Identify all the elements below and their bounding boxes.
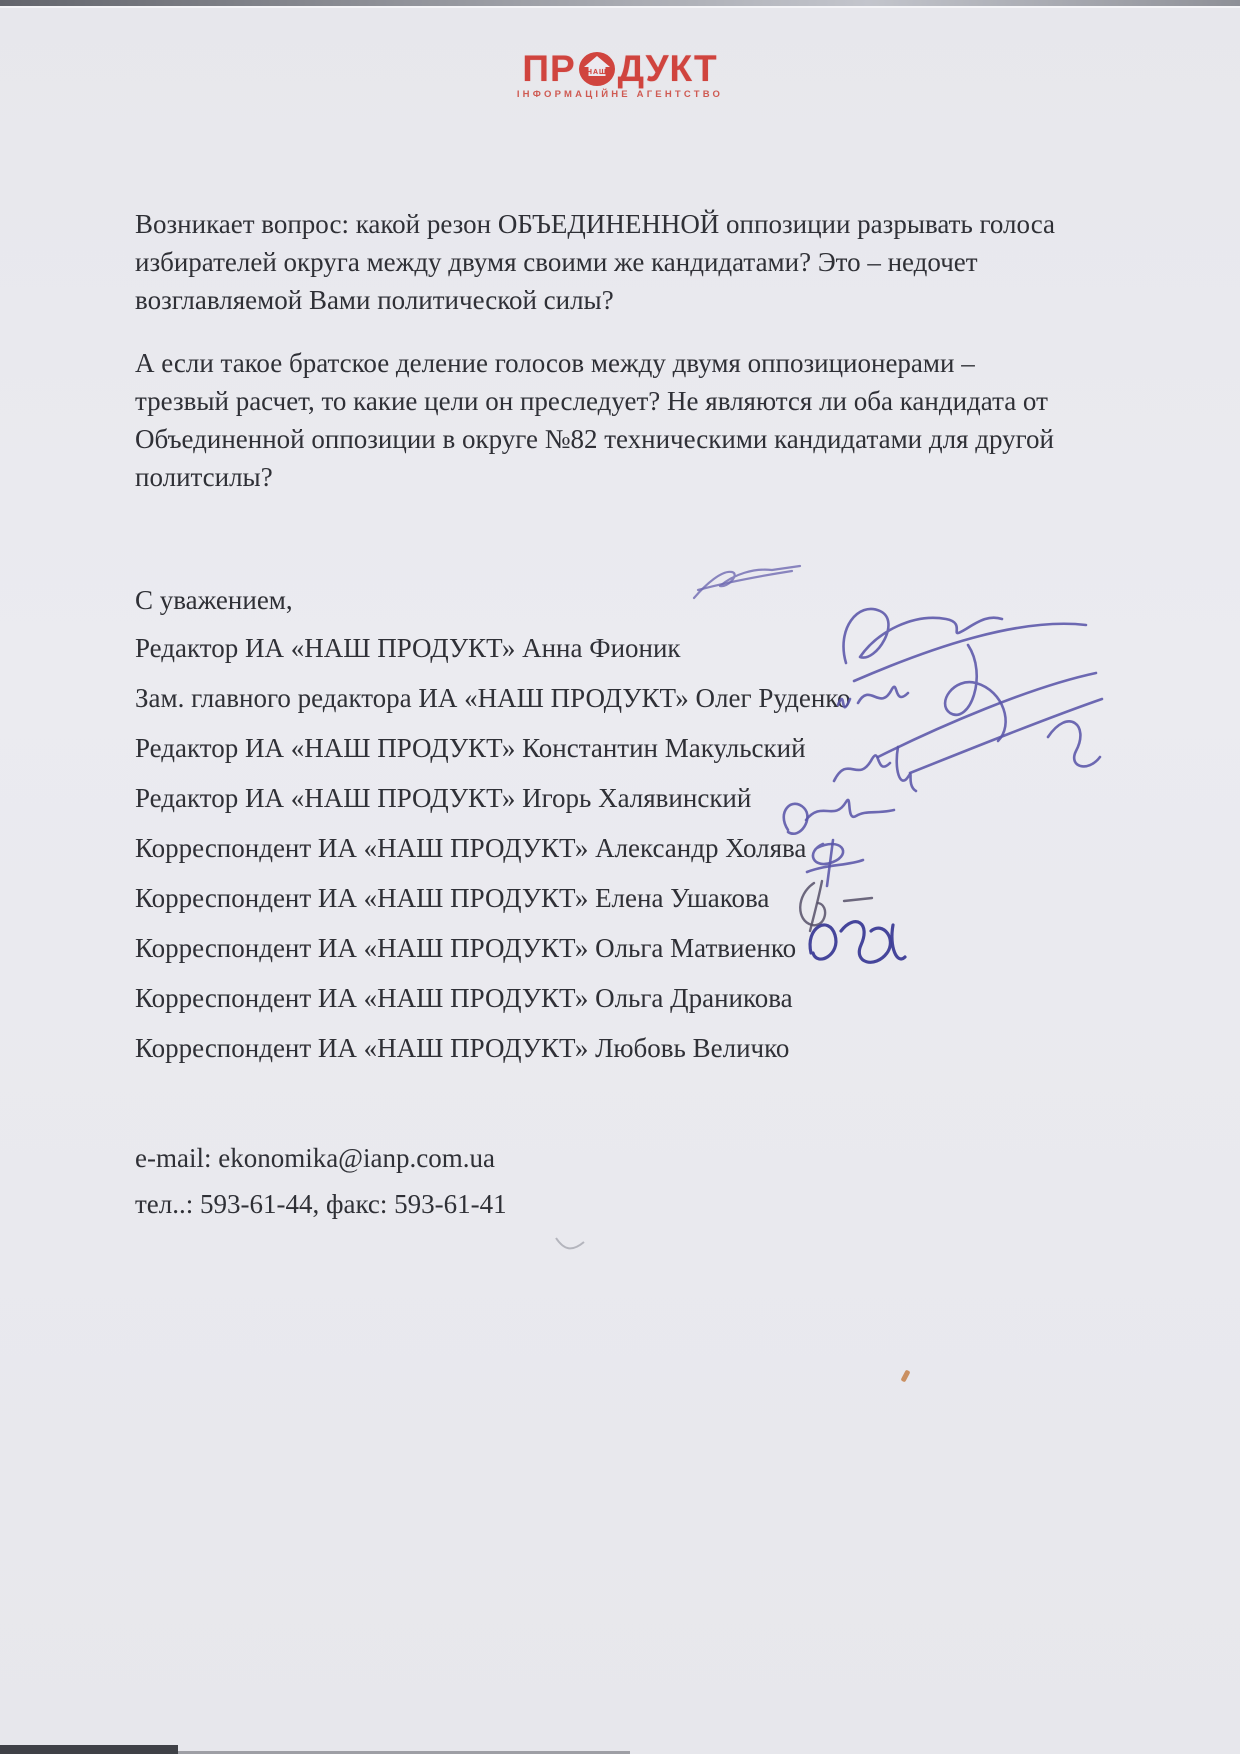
signatory-list [135,623,935,1073]
paragraph-1 [135,205,1075,319]
logo-tagline: ІНФОРМАЦІЙНЕ АГЕНТСТВО [516,89,724,100]
ink-speck [900,1370,910,1383]
logo-brand-text-post: ДУКТ [617,48,718,89]
signatory-line: Корреспондент ИА «НАШ ПРОДУКТ» Ольга Матвиенко [135,933,797,963]
signatory-line: Редактор ИА «НАШ ПРОДУКТ» Анна Фионик [135,633,681,663]
closing-salutation: С уважением, [135,585,293,615]
signatory-line: Корреспондент ИА «НАШ ПРОДУКТ» Любовь Величко [135,1033,790,1063]
text-line: избирателей округа между двумя своими же кандидатами? Это – недочет [135,247,978,277]
logo-brand-text-pre: ПР [522,48,576,89]
phone-line: тел..: 593-61-44, факс: 593-61-41 [135,1189,507,1219]
signatory-line: Корреспондент ИА «НАШ ПРОДУКТ» Александр Холява [135,833,807,863]
text-line: возглавляемой Вами политической силы? [135,285,614,315]
signatory-line: Корреспондент ИА «НАШ ПРОДУКТ» Елена Ушакова [135,883,770,913]
signature-fionik [688,558,810,612]
logo-brand [522,50,717,87]
signatory-line: Редактор ИА «НАШ ПРОДУКТ» Константин Макульский [135,733,806,763]
signatory-line: Зам. главного редактора ИА «НАШ ПРОДУКТ» Олег Руденко [135,683,851,713]
text-line: А если такое братское деление голосов между двумя оппозиционерами – [135,348,975,378]
email-line: e-mail: ekonomika@ianp.com.ua [135,1143,496,1173]
text-line: политсилы? [135,462,273,492]
agency-logo [0,50,1240,100]
paper-crease-mark [552,1232,588,1256]
scan-edge-bottom [0,1745,178,1754]
logo-o-house-icon [577,50,617,87]
scan-edge-top [0,0,1240,8]
signatory-line: Редактор ИА «НАШ ПРОДУКТ» Игорь Халявинский [135,783,752,813]
text-line: Объединенной оппозиции в округе №82 техническими кандидатами для другой [135,424,1054,454]
text-line: трезвый расчет, то какие цели он преследует? Не являются ли оба кандидата от [135,386,1048,416]
signatory-line: Корреспондент ИА «НАШ ПРОДУКТ» Ольга Драникова [135,983,793,1013]
contact-block [135,1139,507,1223]
logo-inner-label: НАШ [586,69,607,76]
text-line: Возникает вопрос: какой резон ОБЪЕДИНЕННОЙ оппозиции разрывать голоса [135,209,1055,239]
paragraph-2 [135,344,1075,496]
